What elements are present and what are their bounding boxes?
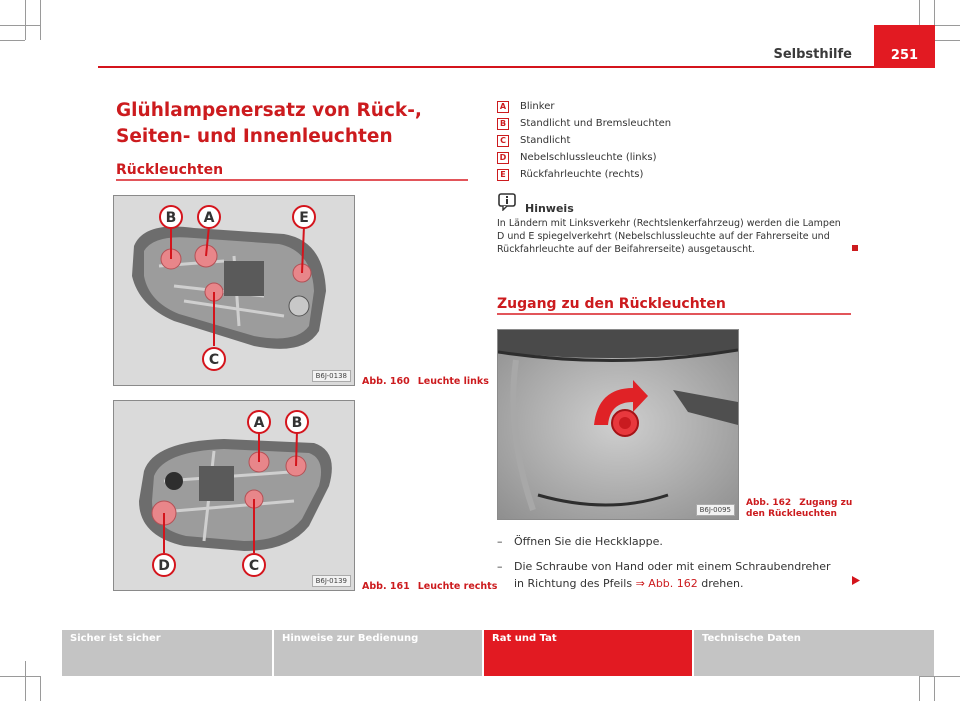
figure-label: C xyxy=(248,558,260,574)
step-text-wrap xyxy=(497,558,837,592)
figure-access xyxy=(497,329,739,520)
legend-key: B xyxy=(497,118,509,130)
figure-label: C xyxy=(208,352,220,368)
step-text: Die Schraube von Hand oder mit einem Schraubendreher in Richtung des Pfeils xyxy=(514,560,831,590)
header-rule xyxy=(98,66,934,68)
page-number: 251 xyxy=(874,25,935,68)
figure-caption xyxy=(362,376,489,387)
figure-code: B6J-0139 xyxy=(312,575,351,587)
legend-list xyxy=(497,98,671,183)
figure-label: B xyxy=(165,210,177,226)
crop-mark xyxy=(935,40,960,41)
legend-text: Standlicht und Bremsleuchten xyxy=(520,118,672,129)
legend-item xyxy=(497,132,671,149)
legend-key: D xyxy=(497,152,509,164)
crop-mark xyxy=(40,0,41,40)
legend-item xyxy=(497,149,671,166)
figure-number: Abb. 160 xyxy=(362,376,410,387)
legend-text: Standlicht xyxy=(520,135,571,146)
crop-mark xyxy=(25,661,26,701)
instruction-step xyxy=(497,533,837,550)
legend-text: Blinker xyxy=(520,101,555,112)
legend-key: E xyxy=(497,169,509,181)
figure-code: B6J-0138 xyxy=(312,370,351,382)
figure-caption-text: Leuchte links xyxy=(417,376,489,387)
figure-number: Abb. 162 xyxy=(746,498,792,508)
section-rule xyxy=(116,179,468,181)
note-body: In Ländern mit Linksverkehr (Rechtslenkerfahrzeug) werden die Lampen D und E spiegelverkehrt (Nebelschlussleuchte auf der Fahrerseite und Rückfahrleuchte auf der Beifahrerseite) ausgetauscht. xyxy=(497,218,841,255)
legend-item xyxy=(497,115,671,132)
section-heading-access: Zugang zu den Rückleuchten xyxy=(497,296,726,312)
crop-mark xyxy=(0,676,40,677)
instruction-step xyxy=(497,558,837,592)
page-title: Glühlampenersatz von Rück-, Seiten- und Innenleuchten xyxy=(116,100,422,147)
legend-item xyxy=(497,166,671,183)
end-marker xyxy=(852,245,858,251)
legend-item xyxy=(497,98,671,115)
step-dash: – xyxy=(497,535,503,548)
figure-label: A xyxy=(203,210,215,226)
figure-label: E xyxy=(299,210,309,226)
continue-arrow-icon xyxy=(852,576,860,585)
figure-number: Abb. 161 xyxy=(362,581,410,592)
legend-key: A xyxy=(497,101,509,113)
crop-mark xyxy=(25,0,26,40)
step-text-tail: drehen. xyxy=(697,577,744,590)
figure-label: B xyxy=(291,415,303,431)
figure-reference-link[interactable]: ⇒ Abb. 162 xyxy=(635,577,698,590)
crop-mark xyxy=(0,25,40,26)
legend-key: C xyxy=(497,135,509,147)
figure-label: D xyxy=(158,558,170,574)
figure-code: B6J-0095 xyxy=(696,504,735,516)
figure-label: A xyxy=(253,415,265,431)
note-title: Hinweis xyxy=(525,202,574,215)
crop-mark xyxy=(0,40,25,41)
figure-caption-text: Leuchte rechts xyxy=(417,581,498,592)
header-section-title: Selbsthilfe xyxy=(773,47,852,62)
step-text: Öffnen Sie die Heckklappe. xyxy=(514,535,663,548)
figure-caption xyxy=(746,498,856,520)
figure-caption-text: Zugang zu den Rückleuchten xyxy=(746,498,853,519)
crop-mark xyxy=(40,676,41,701)
section-heading-rear-lights: Rückleuchten xyxy=(116,162,224,178)
footer-tab-safety[interactable]: Sicher ist sicher xyxy=(62,630,272,676)
step-dash: – xyxy=(497,560,503,573)
section-rule xyxy=(497,313,851,315)
footer-tab-technical-data[interactable]: Technische Daten xyxy=(694,630,934,676)
legend-text: Rückfahrleuchte (rechts) xyxy=(520,169,644,180)
footer-tab-help[interactable]: Rat und Tat xyxy=(484,630,692,676)
footer-tab-operation[interactable]: Hinweise zur Bedienung xyxy=(274,630,482,676)
figure-left-light xyxy=(113,195,355,386)
info-note-icon xyxy=(498,193,516,211)
legend-text: Nebelschlussleuchte (links) xyxy=(520,152,657,163)
figure-caption xyxy=(362,581,497,592)
crop-mark xyxy=(920,676,960,677)
figure-right-light xyxy=(113,400,355,591)
crop-mark xyxy=(934,676,935,701)
